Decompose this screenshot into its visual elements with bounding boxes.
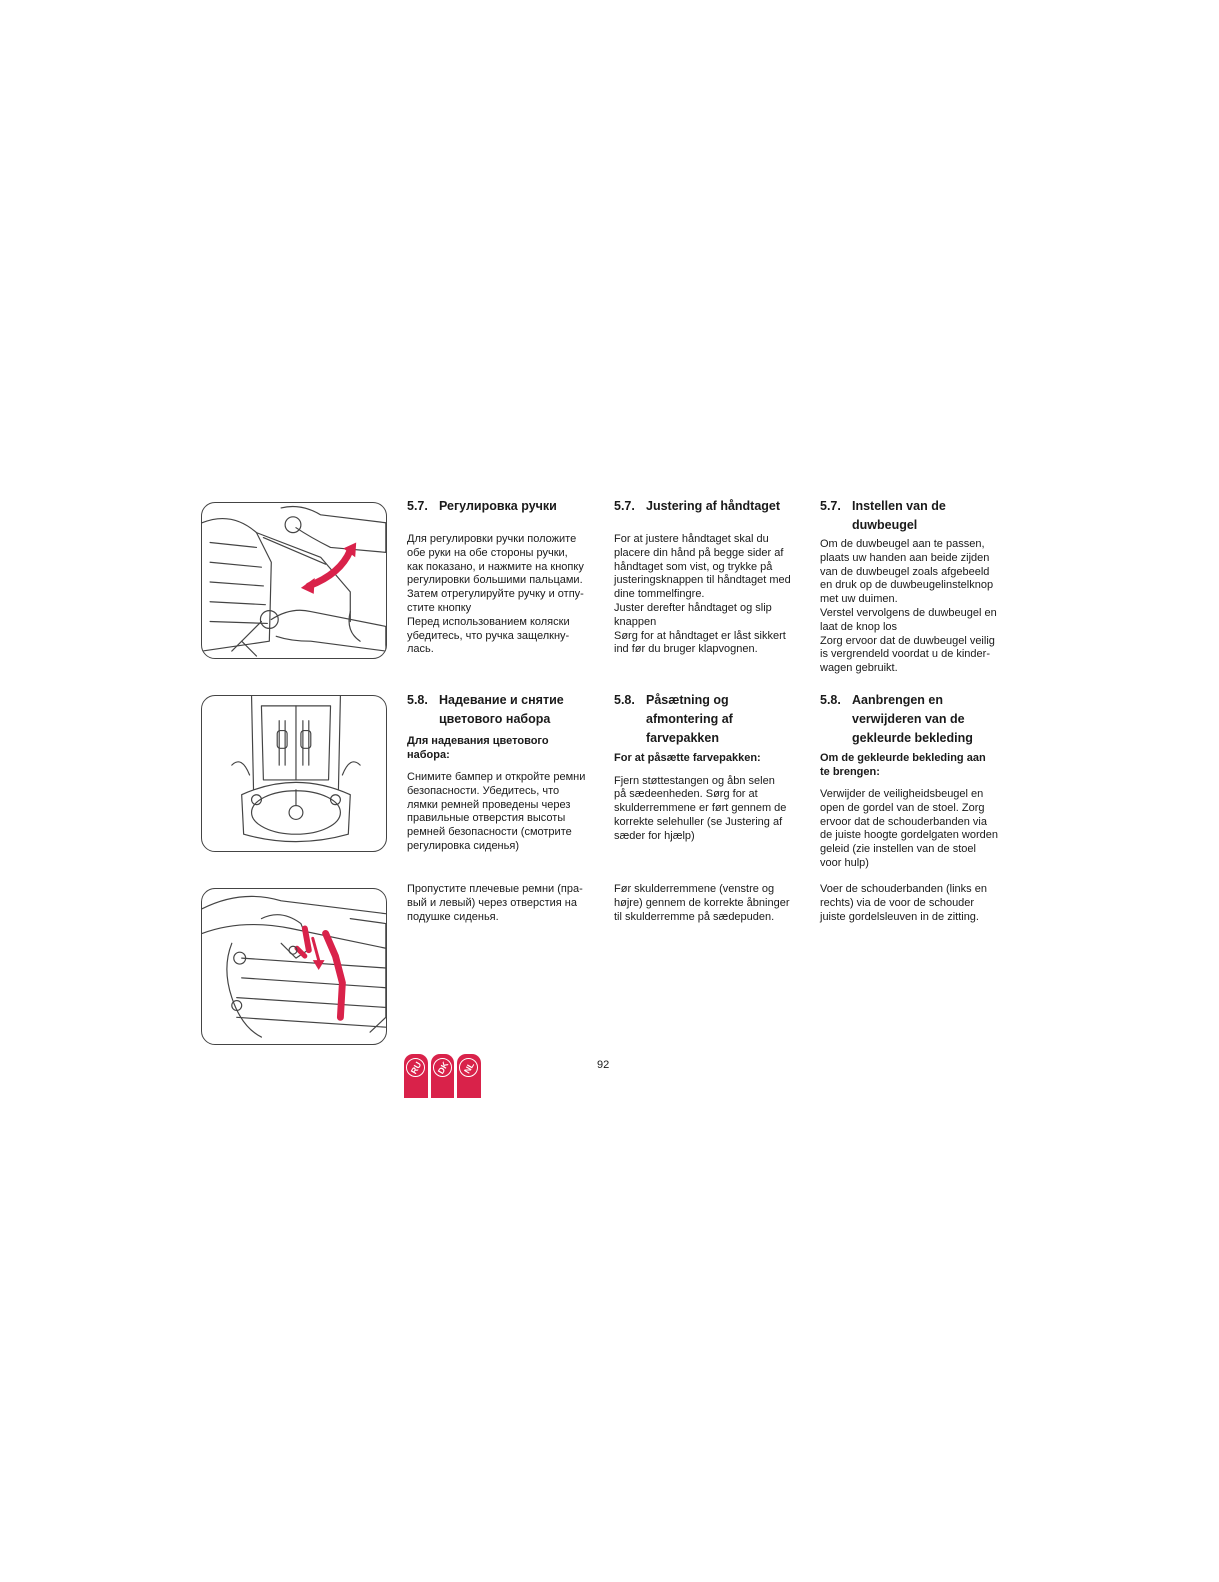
section-subheading: For at påsætte farvepakken: bbox=[614, 752, 761, 764]
page-number: 92 bbox=[597, 1059, 610, 1071]
nl-section-5-7 bbox=[820, 497, 1010, 676]
section-body: Fjern støttestangen og åbn selen på sædeenheden. Sørg for at skulderremmene er ført gennem de korrekte selehuller (se Justering af sæder for hjælp) bbox=[614, 774, 787, 842]
section-body: Снимите бампер и откройте ремни безопасности. Убедитесь, что лямки ремней проведены через правильные отверстия высоты ремней безопасности (смотрите регулировка сиденья) bbox=[407, 771, 586, 852]
dk-section-5-8 bbox=[614, 691, 804, 843]
ru-section-5-8-step-2 bbox=[407, 883, 597, 924]
section-body: Før skulderremmene (venstre og højre) gennem de korrekte åbninger til skulderremme på sædepuden. bbox=[614, 883, 790, 923]
language-tabs bbox=[404, 1054, 481, 1098]
section-body: Для регулировки ручки положите обе руки на обе стороны ручки, как показано, и нажмите на кнопку регулировки большими пальцами. Затем отрегулируйте ручку и отпу- стите кнопку Перед использованием коляски убедитесь, что ручка защелкну- лась. bbox=[407, 533, 584, 656]
nl-section-5-8 bbox=[820, 691, 1010, 871]
section-heading: 5.8. Надевание и снятие цветового набора bbox=[407, 693, 564, 726]
section-body: Verwijder de veiligheidsbeugel en open de gordel van de stoel. Zorg ervoor dat de schouderbanden via de juiste hoogte gordelgaten worden geleid (zie instellen van de stoel voor hulp) bbox=[820, 788, 998, 869]
shoulder-straps-illustration bbox=[201, 888, 387, 1045]
section-body: Пропустите плечевые ремни (пра- вый и левый) через отверстия на подушке сиденья. bbox=[407, 883, 583, 923]
dk-section-5-8-step-2 bbox=[614, 883, 804, 924]
ru-section-5-7 bbox=[407, 497, 597, 657]
section-body: Om de duwbeugel aan te passen, plaats uw handen aan beide zijden van de duwbeugel zoals afgebeeld en druk op de duwbeugelinstelknop met uw duimen. Verstel vervolgens de duwbeugel en laat de knop los Zorg ervoor dat de duwbeugel veilig is vergrendeld voordat u de kinder- wagen gebruikt. bbox=[820, 538, 997, 675]
section-subheading: Om de gekleurde bekleding aan te brengen: bbox=[820, 752, 986, 778]
section-heading: 5.8. Påsætning og afmontering af farvepakken bbox=[614, 693, 733, 745]
section-heading: 5.7. Регулировка ручки bbox=[407, 499, 557, 513]
section-body: For at justere håndtaget skal du placere din hånd på begge sider af håndtaget som vist, og trykke på justeringsknappen til håndtaget med dine tommelfingre. Juster derefter håndtaget og slip knappen Sørg for at håndtaget er låst sikkert ind før du bruger klapvognen. bbox=[614, 533, 791, 656]
section-heading: 5.8. Aanbrengen en verwijderen van de gekleurde bekleding bbox=[820, 693, 973, 745]
section-body: Voer de schouderbanden (links en rechts) via de voor de schouder juiste gordelsleuven in de zitting. bbox=[820, 883, 987, 923]
language-tab-nl: NL bbox=[457, 1054, 481, 1098]
section-heading: 5.7. Instellen van de duwbeugel bbox=[820, 499, 946, 532]
dk-section-5-7 bbox=[614, 497, 804, 657]
language-tab-dk: DK bbox=[431, 1054, 455, 1098]
ru-section-5-8 bbox=[407, 691, 597, 854]
handle-adjust-illustration bbox=[201, 502, 387, 659]
nl-section-5-8-step-2 bbox=[820, 883, 1010, 924]
section-heading: 5.7. Justering af håndtaget bbox=[614, 499, 781, 513]
section-subheading: Для надевания цветового набора: bbox=[407, 735, 549, 761]
seat-colour-pack-illustration bbox=[201, 695, 387, 852]
language-tab-ru: RU bbox=[404, 1054, 428, 1098]
